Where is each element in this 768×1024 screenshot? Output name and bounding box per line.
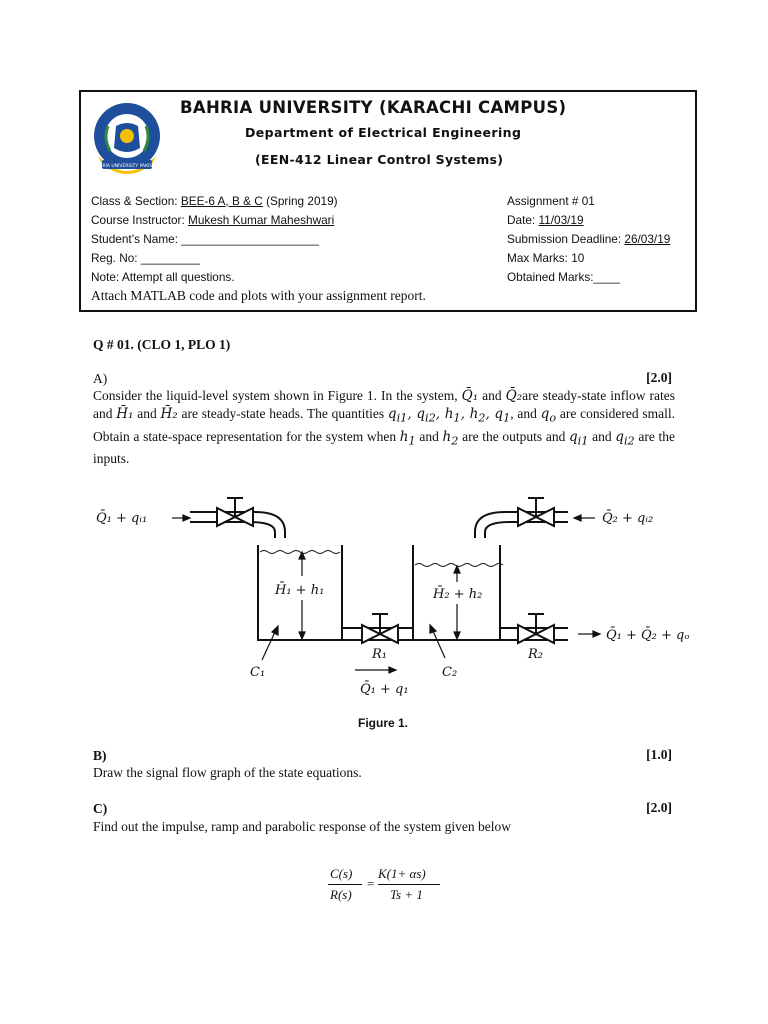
valve-icon <box>217 498 554 643</box>
head-2-label: H̄₂ + h₂ <box>433 587 483 602</box>
class-section: Class & Section: BEE-6 A, B & C (Spring 2019) <box>91 194 338 208</box>
c1-label: C₁ <box>250 665 266 680</box>
inflow-2-label: Q̄₂ + qᵢ₂ <box>602 511 654 526</box>
reg-no: Reg. No: _________ <box>91 251 200 265</box>
lhs-numerator: C(s) <box>330 866 353 881</box>
university-name: BAHRIA UNIVERSITY (KARACHI CAMPUS) <box>180 98 567 117</box>
assignment-number: Assignment # 01 <box>507 194 595 208</box>
lhs-denominator: R(s) <box>330 887 352 902</box>
attach-note: Attach MATLAB code and plots with your assignment report. <box>91 288 426 303</box>
part-a-marks: [2.0] <box>646 370 672 385</box>
deadline: Submission Deadline: 26/03/19 <box>507 232 671 246</box>
instructor: Course Instructor: Mukesh Kumar Maheshwari <box>91 213 335 227</box>
figure-caption: Figure 1. <box>358 716 409 730</box>
part-c-label: C) <box>93 801 108 816</box>
note: Note: Attempt all questions. <box>91 270 235 284</box>
liquid-level-figure <box>90 490 700 702</box>
part-c-text: Find out the impulse, ramp and parabolic response of the system given below <box>93 819 512 834</box>
flow-mid-label: Q̄₁ + q₁ <box>360 682 409 697</box>
inflow-1-label: Q̄₁ + qᵢ₁ <box>96 511 148 526</box>
part-a-text: Consider the liquid-level system shown in Figure 1. In the system, Q̄₁ and Q̄₂are steady-state inflow rates and H̄₁ and H̄₂ are steady-state heads. The quantities $q_{i1}$, $q_{i2}$, $h_1$, $h_2$, $q_1$, and $q_o$ are considered small. Obtain a state-space representation for the system when $h_1$ and $h_2$ are the outputs and $q_{i1}$ and $q_{i2}$ are the inputs. <box>93 388 676 466</box>
date: Date: 11/03/19 <box>507 213 584 227</box>
rhs-numerator: K(1+ αs) <box>378 866 426 881</box>
r1-label: R₁ <box>372 647 387 662</box>
part-a-label: A) <box>93 371 108 386</box>
transfer-function: C(s) R(s) = K(1+ αs) Ts + 1 <box>328 866 448 906</box>
obtained-marks: Obtained Marks:____ <box>507 270 620 284</box>
university-logo <box>88 96 166 182</box>
c2-label: C₂ <box>442 665 458 680</box>
water-surface-2 <box>415 564 503 567</box>
part-b-marks: [1.0] <box>646 747 672 762</box>
rhs-denominator: Ts + 1 <box>390 887 423 902</box>
logo-text: BAHRIA UNIVERSITY PAKISTAN <box>92 164 162 169</box>
part-b-text: Draw the signal flow graph of the state equations. <box>93 765 362 780</box>
question-title: Q # 01. (CLO 1, PLO 1) <box>93 337 231 352</box>
course-name: (EEN-412 Linear Control Systems) <box>255 152 504 167</box>
part-c-marks: [2.0] <box>646 800 672 815</box>
student-name: Student’s Name: _____________________ <box>91 232 320 246</box>
department-name: Department of Electrical Engineering <box>245 125 522 140</box>
r2-label: R₂ <box>528 647 543 662</box>
water-surface-1 <box>260 551 340 554</box>
part-b-label: B) <box>93 748 107 763</box>
right-info <box>507 192 693 287</box>
max-marks: Max Marks: 10 <box>507 251 585 265</box>
head-1-label: H̄₁ + h₁ <box>275 583 325 598</box>
outflow-label: Q̄₁ + Q̄₂ + qₒ <box>606 628 690 643</box>
left-info <box>91 192 511 287</box>
